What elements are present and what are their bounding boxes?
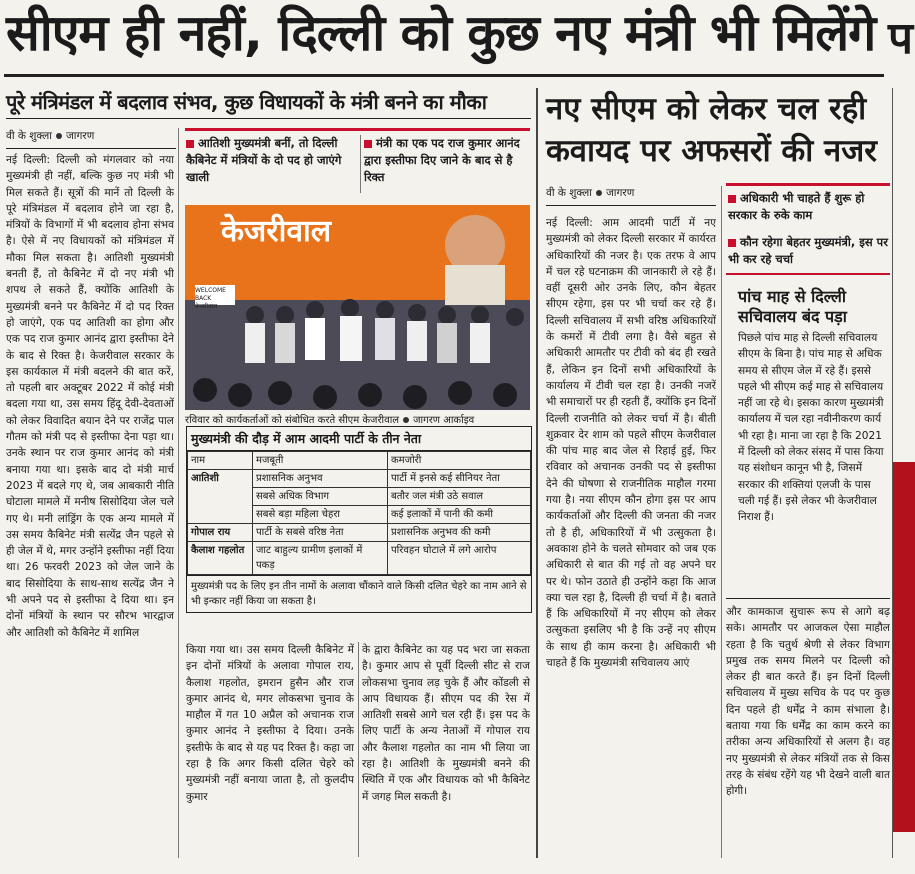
second-byline (546, 186, 634, 200)
byline-author: वी के शुक्ला (6, 130, 52, 142)
sidebar-headline: पांच माह से दिल्ली सचिवालय बंद पड़ा (738, 287, 847, 326)
sidebar-rule (726, 598, 890, 599)
bullet-divider (360, 135, 361, 193)
table-cell-strength: सबसे अधिक विभाग (253, 488, 388, 506)
main-byline (6, 129, 94, 143)
main-column-2: किया गया था। उस समय दिल्ली कैबिनेट में इन दोनों मंत्रियों के अलावा गोपाल राय, कैलाश गहलोत, इमरान हुसैन और राज कुमार आनंद थे, मगर लोकसभा चुनाव के माहौल में गत 10 अप्रैल को अचानक राज कुमार आनंद ने इस्तीफा दे दिया। उनके इस्तीफे के बाद से यह पद रिक्त है। कहा जा रहा है कि अगर किसी दलित चेहरे को मुख्यमंत्री नहीं बनाया जाता है, तो कुलदीप कुमार (186, 644, 354, 803)
photo-caption (185, 412, 474, 426)
table-row (188, 542, 531, 575)
table-cell-weakness: परिवहन घोटाले में लगे आरोप (388, 542, 531, 575)
table-cell-weakness: कई इलाकों में पानी की कमी (388, 506, 531, 524)
headline-rule (4, 74, 884, 77)
next-headline-fragment: प (888, 13, 913, 64)
second-column-1: नई दिल्ली: आम आदमी पार्टी में नए मुख्यमंत्री को लेकर दिल्ली सरकार में कार्यरत अधिकारियों की नजर है। एक तरफ वे आप में चल रहे घटनाक्रम की जानकारी ले रहे हैं। वहीं दूसरी ओर उनके लिए, कौन बेहतर सीएम रहेगा, इस पर भी चर्चा कर रहे हैं। दिल्ली सचिवालय में सभी वरिष्ठ अधिकारियों के कमरों में टीवी लगा है। वैसे बहुत से अधिकारी आमतौर पर टीवी को बंद ही रखते हैं, लेकिन इन दिनों सभी अधिकारियों के कार्यालय में टीवी चल रहा है। उनकी नजरें भी समाचारों पर ही रहती हैं, क्योंकि इन दिनों दिल्ली राजनीति को लेकर चर्चा में है। बीती शुक्रवार देर शाम को पहले सीएम केजरीवाल की पांच माह बाद जेल से रिहाई हुई, फिर रविवार को अचानक उनकी पद से इस्तीफा देने की घोषणा से राजनीतिक माहौल गरमा गया है। नया सीएम कौन होगा इस पर आप कार्यकर्ताओं और दिल्ली की जनता की नजर तो है ही, अधिकारियों में भी उत्सुकता है। अवकाश होने के चलते सोमवार को जब एक अधिकारी से बात की गई तो वह अपने घर पर थे। फोन उठाते ही उन्होंने कहा कि आज क्या चल रहा है, दिल्ली ही चर्चा में है। बताते हैं कि अधिकारियों में नए सीएम को लेकर उत्सुकता इसलिए भी है कि उन्हें नए सीएम के साथ ही काम करना है। अधिकारी भी चाहते हैं कि मुख्यमंत्री सचिवालय आएं (546, 217, 716, 670)
leaders-table (186, 426, 532, 613)
bullet-2-text: मंत्री का एक पद राज कुमार आनंद द्वारा इस्तीफा दिए जाने के बाद से है रिक्त (364, 136, 520, 184)
table-cell-strength: पार्टी के सबसे वरिष्ठ नेता (253, 524, 388, 542)
bullet-top-rule (726, 183, 890, 186)
byline-source: जागरण (606, 187, 635, 199)
table-cell-name: गोपाल राय (188, 524, 253, 542)
byline-rule (546, 205, 716, 206)
adjacent-ad-strip (893, 462, 915, 832)
second-bullet-2 (728, 234, 890, 268)
bullet-square-icon (728, 195, 736, 203)
table-header-strength: मजबूती (253, 452, 388, 470)
caption-credit: जागरण आर्काइव (413, 415, 475, 426)
sidebar-text: पिछले पांच माह से दिल्ली सचिवालय सीएम के बिना है। पांच माह से अधिक समय से सीएम जेल में रहे हैं। इससे पहले भी सीएम कई माह से सचिवालय नहीं जा रहे थे। इसका कारण मुख्यमंत्री कार्यालय में चल रहा नवीनीकरण कार्य भी रहा है। माना जा रहा है कि 2021 में दिल्ली को लेकर संसद में पास किया यह संशोधन कानून भी है, जिसमें सरकार की शक्तियां एलजी के पास चली गई हैं। इसे लेकर भी केजरीवाल निराश हैं। (738, 332, 884, 524)
byline-dot (56, 133, 62, 139)
table-cell-strength: जाट बाहुल्य ग्रामीण इलाकों में पकड़ (253, 542, 388, 575)
main-subheadline: पूरे मंत्रिमंडल में बदलाव संभव, कुछ विधायकों के मंत्री बनने का मौका (6, 90, 487, 114)
bullet-1-text: आतिशी मुख्यमंत्री बनीं, तो दिल्ली कैबिनेट में मंत्रियों के दो पद हो जाएंगे खाली (186, 136, 342, 184)
table-cell-strength: सबसे बड़ा महिला चेहरा (253, 506, 388, 524)
bullet-bottom-rule (726, 273, 890, 275)
bullet-1 (186, 135, 356, 186)
bullet-square-icon (728, 239, 736, 247)
table-cell-name: कैलाश गहलोत (188, 542, 253, 575)
table-grid (187, 451, 531, 575)
second-bullet-1-text: अधिकारी भी चाहते हैं शुरू हो सरकार के रुके काम (728, 191, 865, 222)
bullet-square-icon (364, 140, 372, 148)
second-column-2: और कामकाज सुचारू रूप से आगे बढ़ सके। आमतौर पर आजकल ऐसा माहौल रहता है कि चतुर्थ श्रेणी से लेकर विभाग प्रमुख तक समय मिलने पर दिल्ली को लेकर ही बात करते हैं। इन दिनों दिल्ली सचिवालय में मुख्य सचिव के पद पर कुछ दिन पहले ही धर्मेंद्र ने काम संभाला है। बताया गया कि धर्मेंद्र का काम करने का तरीका अन्य अधिकारियों से अलग है। वह नए मुख्यमंत्री से लेकर मंत्रियों तक से किस तरह के संबंध रहेंगे यह भी देखने वाली बात होगी। (726, 606, 890, 798)
caption-text: रविवार को कार्यकर्ताओं को संबोधित करते सीएम केजरीवाल (185, 415, 400, 426)
table-header-row (188, 452, 531, 470)
bullet-top-rule (185, 128, 530, 131)
photo-welcome-sign: WELCOME BACK केजरीवाल (195, 287, 226, 310)
bullet-square-icon (186, 140, 194, 148)
photo-banner-text: केजरीवाल (221, 214, 332, 249)
table-title: मुख्यमंत्री की दौड़ में आम आदमी पार्टी के तीन नेता (187, 427, 531, 451)
second-bullet-2-text: कौन रहेगा बेहतर मुख्यमंत्री, इस पर भी कर रहे चर्चा (728, 235, 888, 266)
table-header-name: नाम (188, 452, 253, 470)
table-row (188, 524, 531, 542)
main-column-3: के द्वारा कैबिनेट का यह पद भरा जा सकता है। कुमार आप से पूर्वी दिल्ली सीट से राज लोकसभा चुनाव लड़ चुके हैं और कोंडली से आप विधायक हैं। सीएम पद की रेस में आतिशी सबसे आगे चल रही हैं। इस पद के लिए पार्टी के अन्य नेताओं में गोपाल राय और कैलाश गहलोत का नाम भी लिया जा रहा है। आतिशी के मुख्यमंत्री बनने की स्थिति में एक और विधायक को भी कैबिनेट में जगह मिल सकती है। (362, 644, 530, 803)
second-bullet-1 (728, 190, 890, 224)
byline-source: जागरण (66, 130, 95, 142)
table-cell-weakness: बतौर जल मंत्री उठे सवाल (388, 488, 531, 506)
main-column-1: नई दिल्ली: दिल्ली को मंगलवार को नया मुख्यमंत्री ही नहीं, बल्कि कुछ नए मंत्री भी मिल सकते हैं। सूत्रों की मानें तो दिल्ली के पूरे मंत्रिमंडल में बदलाव होने जा रहा है, मंत्रियों के विभागों में भी बदलाव होना संभव है। ऐसे में नए विधायकों को मंत्रिमंडल में मौका मिल सकता है। आतिशी मुख्यमंत्री बनती हैं, तो कैबिनेट में दो नए मंत्री भी शपथ ले सकते हैं, क्योंकि आतिशी के मुख्यमंत्री बनने पर कैबिनेट में दो पद रिक्त हो जाएंगे, एक पद आतिशी का होगा और एक पद राज कुमार आनंद द्वारा इस्तीफा देने के बाद से रिक्त है। केजरीवाल सरकार के इस कार्यकाल में मंत्री बदलने की बात करें, तो पहली बार अक्टूबर 2022 में कोई मंत्री बदला गया था, उस समय हिंदू देवी-देवताओं को लेकर विवादित बयान देने पर राजेंद्र पाल गौतम को मंत्री पद से इस्तीफा देना पड़ा था। उनके स्थान पर राज कुमार आनंद को मंत्री बनाया गया था। इसके बाद दो मंत्री मार्च 2023 में बदले गए थे, जब आबकारी नीति घोटाला मामले में मनीष सिसोदिया जेल चले गए थे। मनी लांड्रिंग के एक अन्य मामले में उस समय कैबिनेट मंत्री सत्येंद्र जैन पहले से ही जेल में थे, मगर उन्होंने इस्तीफा नहीं दिया था। 26 फरवरी 2023 को जेल जाने के बाद सिसोदिया के साथ-साथ सत्येंद्र जैन ने भी अपने पद से इस्तीफा दे दिया था। इन दोनों मंत्रियों के स्थान पर सौरभ भारद्वाज और आतिशी को कैबिनेट में शामिल (6, 154, 174, 639)
table-cell-name: आतिशी (188, 470, 253, 524)
table-note: मुख्यमंत्री पद के लिए इन तीन नामों के अलावा चौंकाने वाले किसी दलित चेहरे का नाम आने से भी इन्कार नहीं किया जा सकता है। (187, 575, 531, 612)
second-headline: नए सीएम को लेकर चल रही कवायद पर अफसरों की नजर (546, 91, 877, 169)
news-photo (185, 205, 530, 410)
table-header-weakness: कमजोरी (388, 452, 531, 470)
subheadline-rule (6, 118, 531, 119)
table-cell-strength: प्रशासनिक अनुभव (253, 470, 388, 488)
byline-dot (596, 190, 602, 196)
story-divider (536, 88, 538, 858)
column-rule (358, 642, 359, 857)
table-row (188, 470, 531, 488)
main-headline: सीएम ही नहीं, दिल्ली को कुछ नए मंत्री भी मिलेंगे (6, 4, 876, 62)
column-rule (178, 128, 179, 858)
byline-rule (6, 148, 176, 149)
table-cell-weakness: प्रशासनिक अनुभव की कमी (388, 524, 531, 542)
bullet-2 (364, 135, 530, 186)
table-cell-weakness: पार्टी में इनसे कई सीनियर नेता (388, 470, 531, 488)
caption-dot (403, 417, 409, 423)
column-rule (721, 186, 722, 858)
byline-author: वी के शुक्ला (546, 187, 592, 199)
